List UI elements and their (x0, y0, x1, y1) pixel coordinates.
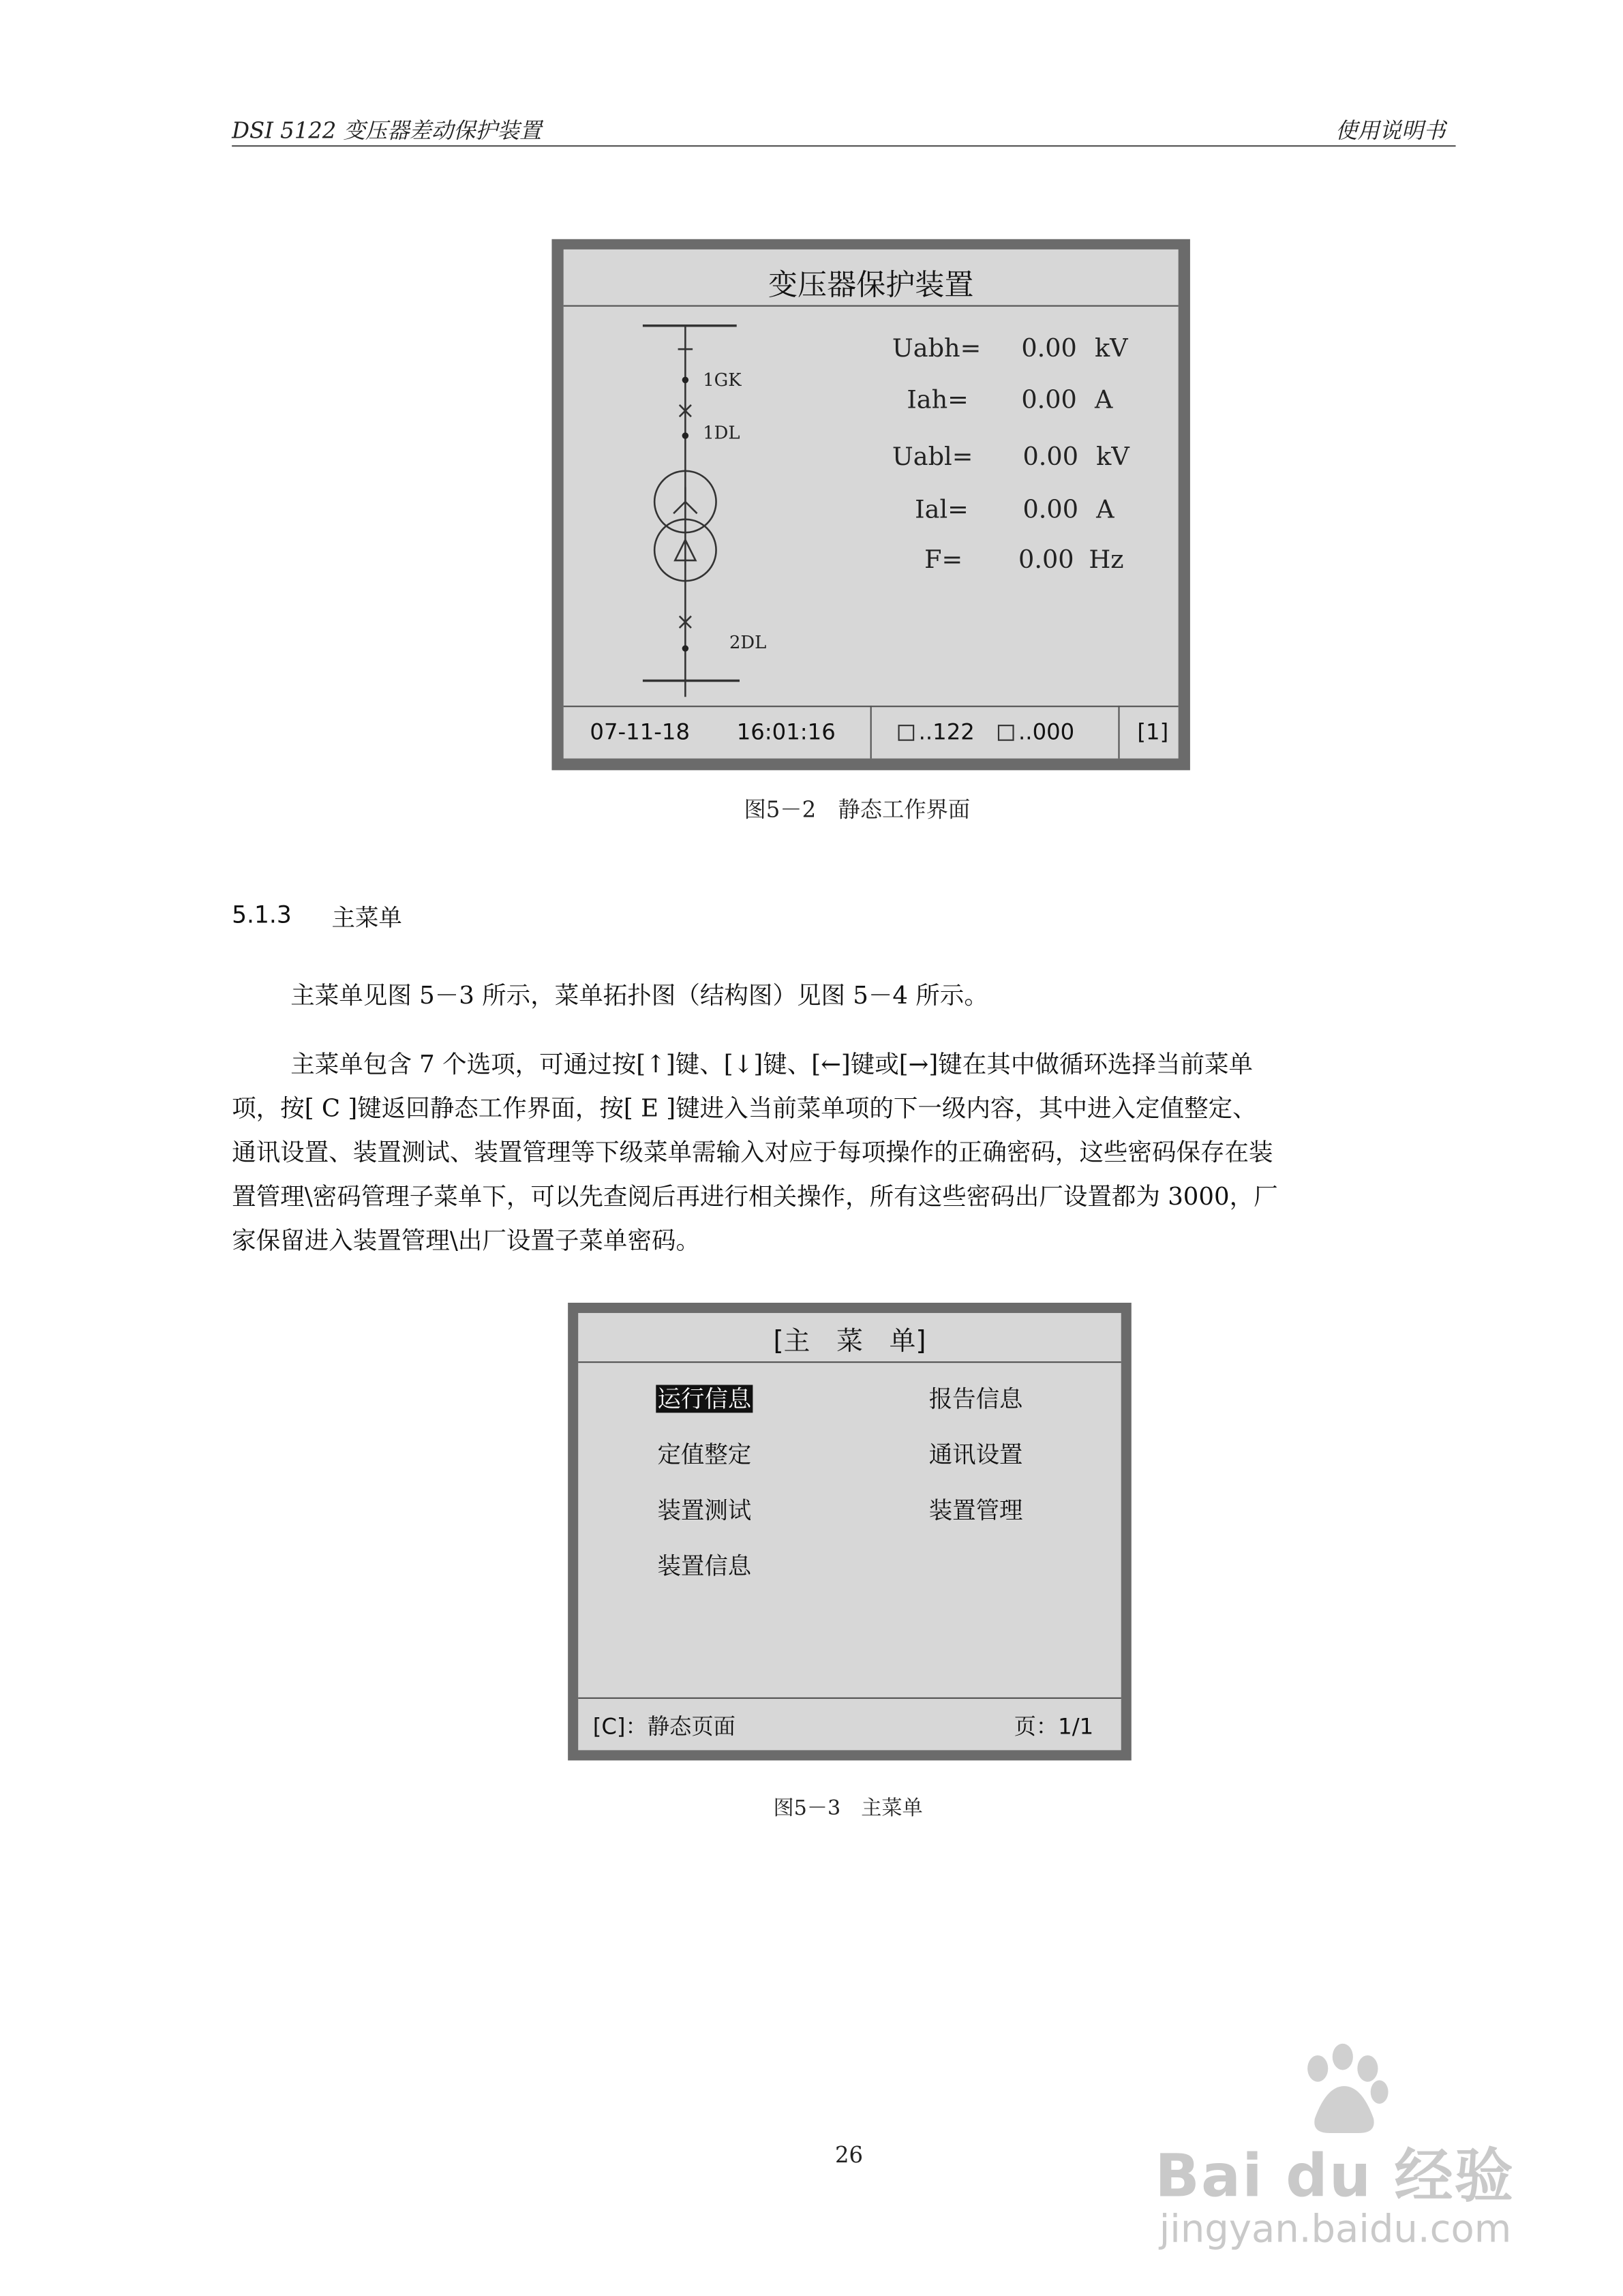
meas-f-unit: Hz (1089, 545, 1124, 575)
meas-iah-value: 0.00 (1021, 385, 1077, 416)
static-screen-frame (551, 239, 1189, 770)
square-icon (998, 725, 1014, 741)
menu-title-divider (578, 1361, 1121, 1363)
menu-footer-page: 页：1/1 (1014, 1713, 1094, 1740)
menu-footer-back: [C]：静态页面 (592, 1713, 735, 1740)
menu-title: [主 菜 单] (773, 1326, 926, 1357)
menu-item-settings[interactable]: 定值整定 (657, 1440, 752, 1469)
meas-ial-value: 0.00 (1022, 496, 1079, 526)
meas-uabl-unit: kV (1096, 442, 1129, 472)
meas-uabl-value: 0.00 (1022, 442, 1079, 472)
meas-f-value: 0.00 (1018, 545, 1074, 575)
header-title: DSI 5122 变压器差动保护装置 (232, 117, 542, 144)
menu-item-label: 运行信息 (656, 1385, 753, 1413)
label-2dl: 2DL (729, 632, 767, 653)
meas-uabh-label: Uabh= (892, 334, 982, 364)
paragraph-2-line-3: 通讯设置、装置测试、装置管理等下级菜单需输入对应于每项操作的正确密码，这些密码保存在装 (232, 1138, 1273, 1166)
paragraph-2-line-4: 置管理\密码管理子菜单下，可以先查阅后再进行相关操作，所有这些密码出厂设置都为 3000，厂 (232, 1182, 1278, 1211)
meas-uabh-value: 0.00 (1021, 334, 1077, 364)
status-date: 07-11-18 (590, 719, 691, 746)
label-1dl: 1DL (703, 422, 740, 443)
header-right: 使用说明书 (1335, 117, 1446, 144)
menu-item-comm-settings[interactable]: 通讯设置 (928, 1440, 1023, 1469)
menu-item-run-info[interactable] (656, 1380, 753, 1414)
screen-title: 变压器保护装置 (768, 267, 974, 303)
watermark-brand: Bai du 经验 (1155, 2143, 1515, 2211)
title-divider (564, 305, 1179, 307)
main-menu-frame (568, 1303, 1132, 1760)
status-sep-2 (1118, 706, 1119, 758)
status-page: [1] (1137, 719, 1169, 746)
meas-f-label: F= (924, 545, 963, 575)
label-1gk: 1GK (703, 369, 742, 391)
paragraph-1: 主菜单见图 5－3 所示，菜单拓扑图（结构图）见图 5－4 所示。 (290, 981, 988, 1010)
meas-ial-unit: A (1096, 496, 1114, 526)
paragraph-2-line-1: 主菜单包含 7 个选项，可通过按[↑]键、[↓]键、[←]键或[→]键在其中做循环选择当前菜单 (290, 1050, 1254, 1078)
meas-uabl-label: Uabl= (892, 442, 973, 472)
paragraph-2-line-2: 项，按[ C ]键返回静态工作界面，按[ E ]键进入当前菜单项的下一级内容，其中进入定值整定、 (232, 1094, 1257, 1123)
status-counter-b: ..000 (1018, 719, 1075, 746)
watermark-url: jingyan.baidu.com (1159, 2207, 1512, 2252)
section-title: 主菜单 (331, 903, 402, 932)
menu-item-report-info[interactable]: 报告信息 (928, 1385, 1023, 1413)
static-screen (564, 250, 1179, 759)
meas-ial-label: Ial= (915, 496, 969, 526)
page-number: 26 (834, 2141, 864, 2169)
header-rule (232, 145, 1455, 147)
figure1-caption: 图5－2 静态工作界面 (744, 796, 971, 824)
meas-uabh-unit: kV (1094, 334, 1128, 364)
status-time: 16:01:16 (736, 719, 836, 746)
figure2-caption: 图5－3 主菜单 (773, 1797, 923, 1821)
square-icon (898, 725, 915, 741)
paw-icon (1291, 2042, 1394, 2139)
status-counter-a: ..122 (918, 719, 975, 746)
menu-item-device-info[interactable]: 装置信息 (657, 1552, 752, 1580)
status-sep-1 (870, 706, 872, 758)
meas-iah-label: Iah= (907, 385, 969, 416)
menu-footer-divider (578, 1697, 1121, 1699)
main-menu-screen (578, 1313, 1121, 1750)
menu-item-device-mgmt[interactable]: 装置管理 (928, 1496, 1023, 1524)
menu-item-device-test[interactable]: 装置测试 (657, 1496, 752, 1524)
section-number: 5.1.3 (232, 901, 292, 929)
meas-iah-unit: A (1094, 385, 1113, 416)
paragraph-2-line-5: 家保留进入装置管理\出厂设置子菜单密码。 (232, 1226, 701, 1254)
